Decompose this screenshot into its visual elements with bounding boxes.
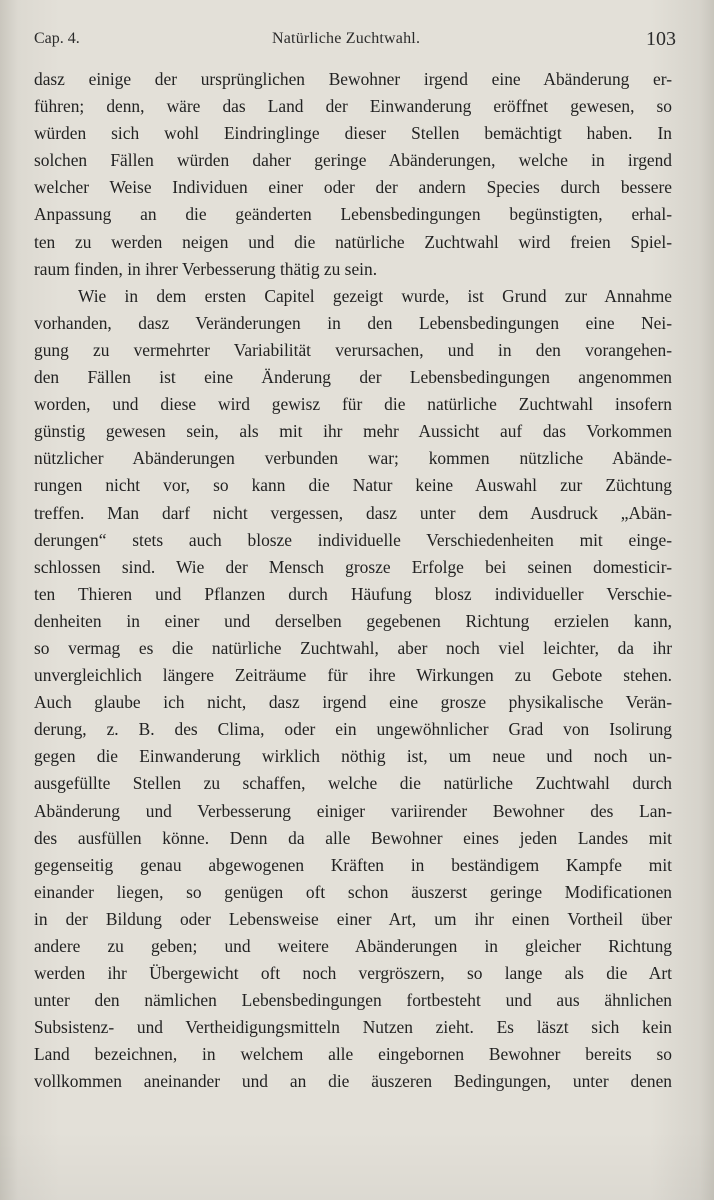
text-line: treffen. Man darf nicht vergessen, dasz unter dem Ausdruck „Abän-	[34, 502, 672, 523]
text-line: schlossen sind. Wie der Mensch grosze Erfolge bei seinen domesticir-	[34, 556, 672, 577]
body-text	[34, 66, 672, 1096]
text-line: ausgefüllte Stellen zu schaffen, welche die natürliche Zuchtwahl durch	[34, 773, 672, 794]
text-line: vorhanden, dasz Veränderungen in den Lebensbedingungen eine Nei-	[34, 312, 672, 333]
text-line: des ausfüllen könne. Denn da alle Bewohner eines jeden Landes mit	[34, 827, 672, 848]
text-line: dasz einige der ursprünglichen Bewohner irgend eine Abänderung er-	[34, 69, 672, 89]
text-line: würden sich wohl Eindringlinge dieser Stellen bemächtigt haben. In	[34, 123, 672, 144]
paragraph-start-line: Wie in dem ersten Capitel gezeigt wurde, ist Grund zur Annahme	[78, 285, 672, 306]
text-line: gegenseitig genau abgewogenen Kräften in beständigem Kampfe mit	[34, 854, 672, 875]
text-line: rungen nicht vor, so kann die Natur keine Auswahl zur Züchtung	[34, 475, 672, 496]
page-shading	[0, 1130, 714, 1200]
text-line: Land bezeichnen, in welchem alle eingebornen Bewohner bereits so	[34, 1044, 672, 1065]
text-line: derung, z. B. des Clima, oder ein ungewöhnlicher Grad von Isolirung	[34, 719, 672, 740]
text-line: gung zu vermehrter Variabilität verursachen, und in den vorangehen-	[34, 339, 672, 360]
text-line: werden ihr Übergewicht oft noch vergröszern, so lange als die Art	[34, 963, 672, 984]
text-line: ten Thieren und Pflanzen durch Häufung blosz individueller Verschie-	[34, 583, 672, 604]
text-line: ten zu werden neigen und die natürliche Zuchtwahl wird freien Spiel-	[34, 231, 672, 252]
text-line: solchen Fällen würden daher geringe Abänderungen, welche in irgend	[34, 150, 672, 171]
text-line: denheiten in einer und derselben gegebenen Richtung erzielen kann,	[34, 610, 672, 631]
text-line: vollkommen aneinander und an die äuszeren Bedingungen, unter denen	[34, 1071, 672, 1092]
running-header	[34, 28, 676, 54]
text-line: führen; denn, wäre das Land der Einwanderung eröffnet gewesen, so	[34, 96, 672, 117]
text-line: nützlicher Abänderungen verbunden war; kommen nützliche Abände-	[34, 448, 672, 469]
text-line: Subsistenz- und Vertheidigungsmitteln Nutzen zieht. Es läszt sich kein	[34, 1017, 672, 1038]
text-line: Anpassung an die geänderten Lebensbedingungen begünstigten, erhal-	[34, 204, 672, 225]
running-title: Natürliche Zuchtwahl.	[272, 30, 421, 47]
page-number: 103	[646, 28, 676, 50]
text-line: Abänderung und Verbesserung einiger variirender Bewohner des Lan-	[34, 800, 672, 821]
text-line: günstig gewesen sein, als mit ihr mehr Aussicht auf das Vorkommen	[34, 421, 672, 442]
text-line: worden, und diese wird gewisz für die natürliche Zuchtwahl insofern	[34, 394, 672, 415]
text-line: einander liegen, so genügen oft schon äuszerst geringe Modificationen	[34, 881, 672, 902]
text-line: raum finden, in ihrer Verbesserung thätig zu sein.	[34, 258, 378, 279]
text-line: in der Bildung oder Lebensweise einer Art, um ihr einen Vortheil über	[34, 908, 672, 929]
text-line: welcher Weise Individuen einer oder der andern Species durch bessere	[34, 177, 672, 198]
text-line: so vermag es die natürliche Zuchtwahl, aber noch viel leichter, da ihr	[34, 637, 672, 658]
text-line: gegen die Einwanderung wirklich nöthig ist, um neue und noch un-	[34, 746, 672, 767]
text-line: unter den nämlichen Lebensbedingungen fortbesteht und aus ähnlichen	[34, 990, 672, 1011]
chapter-label: Cap. 4.	[34, 30, 80, 47]
text-line: den Fällen ist eine Änderung der Lebensbedingungen angenommen	[34, 367, 672, 388]
text-line: andere zu geben; und weitere Abänderungen in gleicher Richtung	[34, 936, 672, 956]
text-line: Auch glaube ich nicht, dasz irgend eine grosze physikalische Verän-	[34, 692, 672, 713]
text-line: derungen“ stets auch blosze individuelle Verschiedenheiten mit einge-	[34, 529, 672, 550]
text-line: unvergleichlich längere Zeiträume für ihre Wirkungen zu Gebote stehen.	[34, 665, 672, 686]
